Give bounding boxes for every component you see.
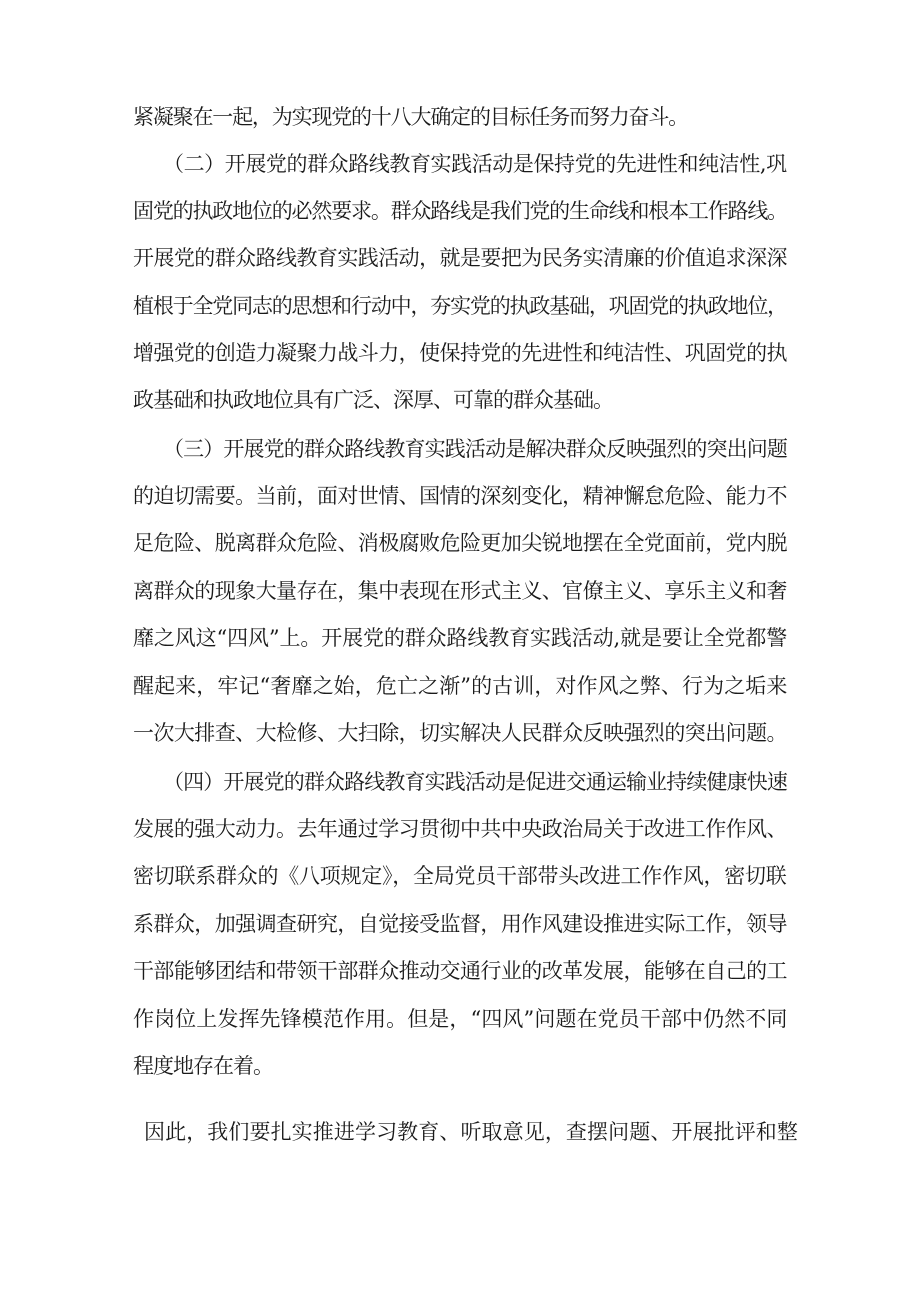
text-line: 干部能够团结和带领干部群众推动交通行业的改革发展，能够在自己的工 [133,959,787,983]
text-line: （三）开展党的群众路线教育实践活动是解决群众反映强烈的突出问题 [163,437,787,461]
text-line: 植根于全党同志的思想和行动中，夯实党的执政基础，巩固党的执政地位， [133,294,787,318]
text-line: 一次大排查、大检修、大扫除，切实解决人民群众反映强烈的突出问题。 [133,721,787,745]
text-line: 醒起来，牢记“奢靡之始，危亡之渐”的古训，对作风之弊、行为之垢来 [133,674,788,698]
text-line: （二）开展党的群众路线教育实践活动是保持党的先进性和纯洁性,巩 [163,152,787,176]
text-line: 因此，我们要扎实推进学习教育、听取意见，查摆问题、开展批评和整 [144,1120,798,1144]
text-line: 程度地存在着。 [133,1054,273,1078]
text-line: 增强党的创造力凝聚力战斗力，使保持党的先进性和纯洁性、巩固党的执 [133,341,787,365]
text-line: 紧凝聚在一起，为实现党的十八大确定的目标任务而努力奋斗。 [133,105,688,129]
text-line: 靡之风这“四风”上。开展党的群众路线教育实践活动,就是要让全党都警 [133,626,788,650]
text-line: 离群众的现象大量存在，集中表现在形式主义、官僚主义、享乐主义和奢 [133,579,787,603]
text-line: 的迫切需要。当前，面对世情、国情的深刻变化，精神懈怠危险、能力不 [133,484,787,508]
text-line: 密切联系群众的《八项规定》，全局党员干部带头改进工作作风，密切联 [133,864,787,888]
text-line: 作岗位上发挥先锋模范作用。但是，“四风”问题在党员干部中仍然不同 [133,1007,788,1031]
text-line: 固党的执政地位的必然要求。群众路线是我们党的生命线和根本工作路线。 [133,199,787,223]
text-line: 足危险、脱离群众危险、消极腐败危险更加尖锐地摆在全党面前，党内脱 [133,531,787,555]
text-line: （四）开展党的群众路线教育实践活动是促进交通运输业持续健康快速 [163,770,787,794]
text-line: 政基础和执政地位具有广泛、深厚、可靠的群众基础。 [133,388,613,412]
text-line: 系群众，加强调查研究，自觉接受监督，用作风建设推进实际工作，领导 [133,912,787,936]
text-line: 开展党的群众路线教育实践活动，就是要把为民务实清廉的价值追求深深 [133,246,787,270]
text-line: 发展的强大动力。去年通过学习贯彻中共中央政治局关于改进工作作风、 [133,817,787,841]
